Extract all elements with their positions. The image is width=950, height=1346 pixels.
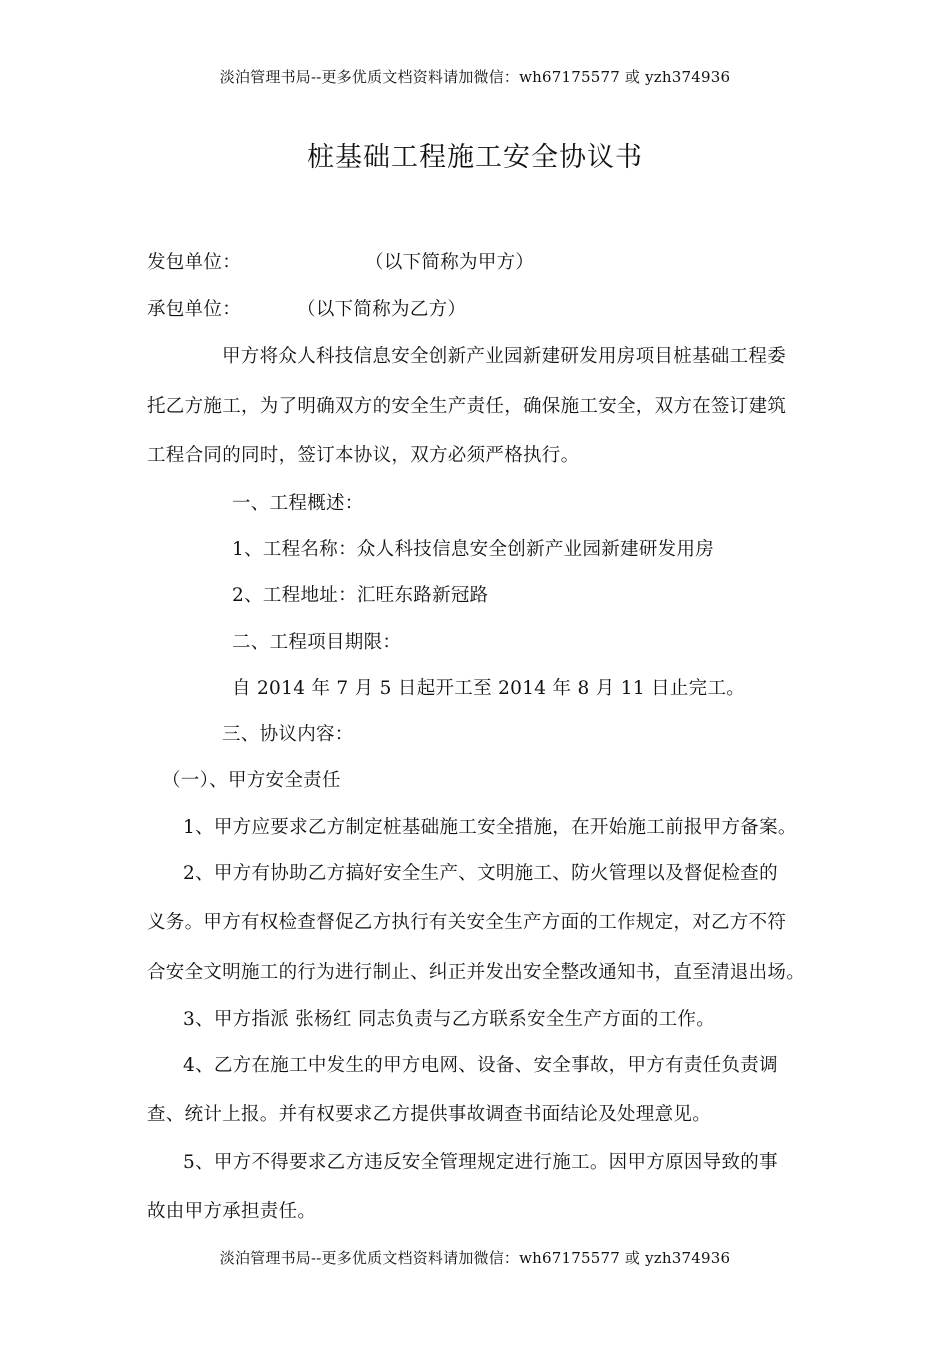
- subsection-heading-1: （一）、甲方安全责任: [162, 770, 341, 791]
- section-heading-1: 一、工程概述：: [232, 493, 364, 514]
- section-heading-2: 二、工程项目期限：: [232, 632, 402, 653]
- project-address-line: 2、工程地址：汇旺东路新冠路: [232, 585, 489, 606]
- project-period-line: 自 2014 年 7 月 5 日起开工至 2014 年 8 月 11 日止完工。: [232, 678, 746, 699]
- party-a-note: （以下简称为甲方）: [365, 252, 535, 273]
- clause-1: 1、甲方应要求乙方制定桩基础施工安全措施，在开始施工前报甲方备案。: [183, 817, 797, 838]
- party-a-line: [147, 248, 534, 274]
- clause-2-line-1: 2、甲方有协助乙方搞好安全生产、文明施工、防火管理以及督促检查的: [183, 863, 778, 884]
- page-footer: 淡泊管理书局--更多优质文档资料请加微信：wh67175577 或 yzh374936: [219, 1249, 731, 1267]
- clause-5-line-1: 5、甲方不得要求乙方违反安全管理规定进行施工。因甲方原因导致的事: [183, 1152, 778, 1173]
- project-name-line: 1、工程名称：众人科技信息安全创新产业园新建研发用房: [232, 539, 715, 560]
- party-b-line: [147, 295, 466, 321]
- party-a-label: 发包单位：: [147, 252, 242, 273]
- clause-2-line-3: 合安全文明施工的行为进行制止、纠正并发出安全整改通知书，直至清退出场。: [147, 962, 806, 983]
- clause-4-line-2: 查、统计上报。并有权要求乙方提供事故调查书面结论及处理意见。: [147, 1104, 712, 1125]
- party-b-note: （以下简称为乙方）: [297, 299, 467, 320]
- intro-line-2: 托乙方施工，为了明确双方的安全生产责任，确保施工安全，双方在签订建筑: [147, 396, 787, 417]
- clause-5-line-2: 故由甲方承担责任。: [147, 1201, 317, 1222]
- intro-line-3: 工程合同的同时，签订本协议，双方必须严格执行。: [147, 445, 580, 466]
- intro-line-1: 甲方将众人科技信息安全创新产业园新建研发用房项目桩基础工程委: [222, 346, 787, 367]
- document-title: 桩基础工程施工安全协议书: [307, 142, 643, 173]
- clause-4-line-1: 4、乙方在施工中发生的甲方电网、设备、安全事故，甲方有责任负责调: [183, 1055, 778, 1076]
- page-header: 淡泊管理书局--更多优质文档资料请加微信：wh67175577 或 yzh374936: [219, 68, 731, 86]
- section-heading-3: 三、协议内容：: [222, 724, 354, 745]
- party-b-label: 承包单位：: [147, 299, 242, 320]
- clause-2-line-2: 义务。甲方有权检查督促乙方执行有关安全生产方面的工作规定，对乙方不符: [147, 912, 787, 933]
- clause-3: 3、甲方指派 张杨红 同志负责与乙方联系安全生产方面的工作。: [183, 1009, 716, 1030]
